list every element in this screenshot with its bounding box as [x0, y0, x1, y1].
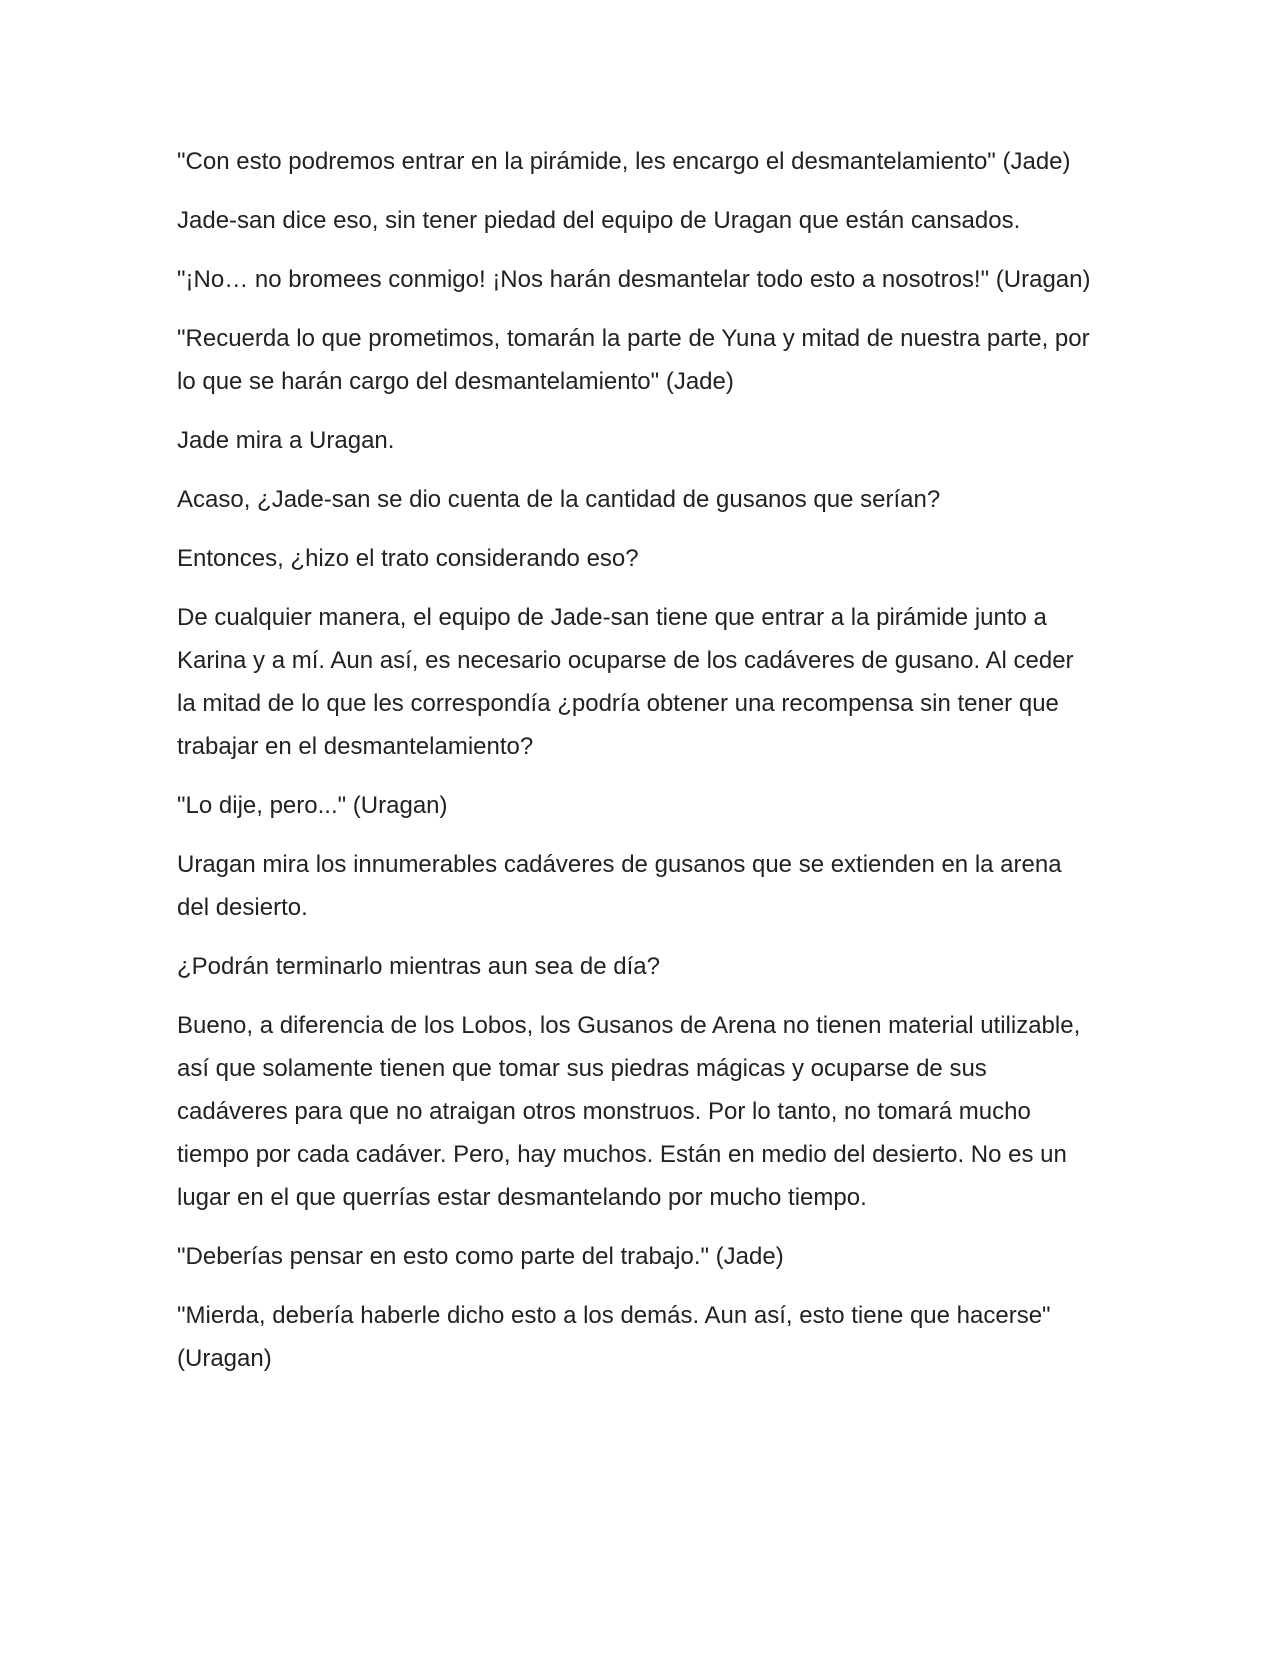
paragraph-13: "Deberías pensar en esto como parte del trabajo." (Jade) — [177, 1243, 784, 1270]
paragraph-5: Jade mira a Uragan. — [177, 427, 395, 454]
paragraph-11: ¿Podrán terminarlo mientras aun sea de día? — [177, 953, 660, 980]
paragraph-4: "Recuerda lo que prometimos, tomarán la parte de Yuna y mitad de nuestra parte, por lo que se harán cargo del desmantelamiento" (Jade) — [177, 325, 1090, 395]
document-body — [177, 140, 1097, 1396]
paragraph-7: Entonces, ¿hizo el trato considerando eso? — [177, 545, 639, 572]
paragraph-1: "Con esto podremos entrar en la pirámide, les encargo el desmantelamiento" (Jade) — [177, 148, 1071, 175]
paragraph-10: Uragan mira los innumerables cadáveres de gusanos que se extienden en la arena del desierto. — [177, 851, 1062, 921]
paragraph-3: "¡No… no bromees conmigo! ¡Nos harán desmantelar todo esto a nosotros!" (Uragan) — [177, 266, 1091, 293]
paragraph-8: De cualquier manera, el equipo de Jade-san tiene que entrar a la pirámide junto a Karina y a mí. Aun así, es necesario ocuparse de los cadáveres de gusano. Al ceder la mitad de lo que les correspondía ¿podría obtener una recompensa sin tener que trabajar en el desmantelamiento? — [177, 604, 1074, 760]
paragraph-6: Acaso, ¿Jade-san se dio cuenta de la cantidad de gusanos que serían? — [177, 486, 941, 513]
paragraph-12: Bueno, a diferencia de los Lobos, los Gusanos de Arena no tienen material utilizable, así que solamente tienen que tomar sus piedras mágicas y ocuparse de sus cadáveres para que no atraigan otros monstruos. Por lo tanto, no tomará mucho tiempo por cada cadáver. Pero, hay muchos. Están en medio del desierto. No es un lugar en el que querrías estar desmantelando por mucho tiempo. — [177, 1012, 1081, 1211]
paragraph-9: "Lo dije, pero..." (Uragan) — [177, 792, 448, 819]
paragraph-2: Jade-san dice eso, sin tener piedad del equipo de Uragan que están cansados. — [177, 207, 1021, 234]
paragraph-14: "Mierda, debería haberle dicho esto a los demás. Aun así, esto tiene que hacerse" (Uragan) — [177, 1302, 1051, 1372]
